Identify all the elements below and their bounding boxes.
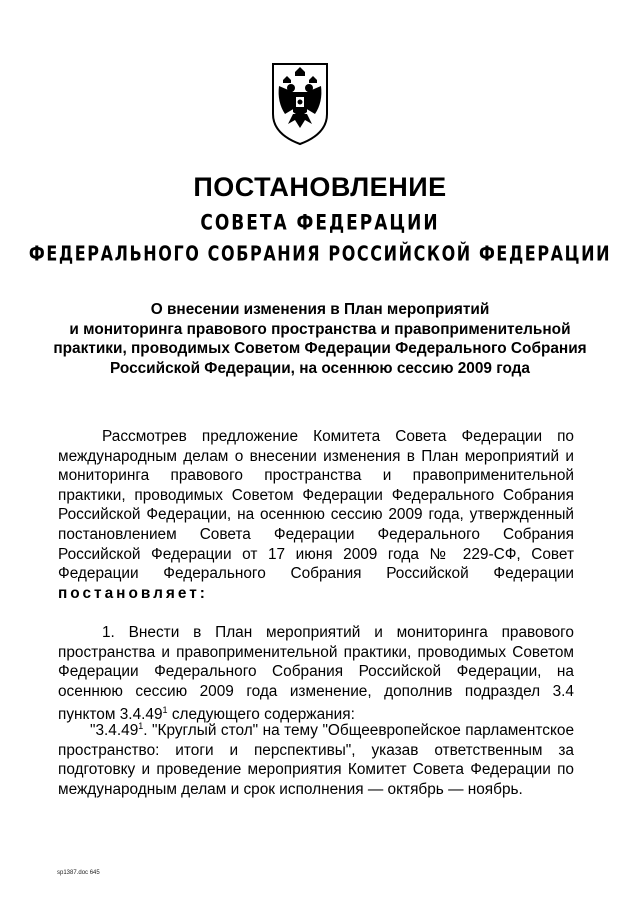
quote-number: "3.4.49 bbox=[90, 722, 139, 740]
item-1-text-end: следующего содержания: bbox=[167, 706, 355, 724]
resolves-word: постановляет: bbox=[58, 584, 208, 602]
document-footer-code: sp1387.doc 645 bbox=[57, 870, 100, 876]
quote-text: . "Круглый стол" на тему "Общеевропейское парламентское пространство: итоги и перспективы", указав ответственным за подготовку и проведение мероприятия Комитет Совета Федерации по международным делам и срок исполнения — октябрь — ноябрь. bbox=[58, 722, 574, 798]
subject-line: Российской Федерации, на осеннюю сессию 2009 года bbox=[109, 359, 530, 377]
subject-line: и мониторинга правового пространства и правоприменительной bbox=[69, 320, 571, 338]
subject-line: практики, проводимых Советом Федерации Федерального Собрания bbox=[53, 340, 587, 357]
quoted-item-paragraph bbox=[58, 717, 574, 800]
subject-line: О внесении изменения в План мероприятий bbox=[150, 301, 490, 318]
item-1-superscript: 1 bbox=[162, 705, 168, 716]
issuing-body-line1: СОВЕТА ФЕДЕРАЦИИ bbox=[200, 210, 440, 236]
resolution-subject bbox=[40, 300, 600, 378]
quote-superscript: 1 bbox=[138, 721, 144, 731]
issuing-body-line2: ФЕДЕРАЛЬНОГО СОБРАНИЯ РОССИЙСКОЙ ФЕДЕРАЦИИ bbox=[28, 241, 612, 266]
coat-of-arms-emblem bbox=[271, 62, 329, 146]
russian-coat-of-arms-icon bbox=[271, 62, 329, 146]
preamble-paragraph bbox=[58, 427, 574, 603]
document-title: ПОСТАНОВЛЕНИЕ bbox=[193, 172, 447, 202]
preamble-text: Рассмотрев предложение Комитета Совета Федерации по международным делам о внесении изменения в План мероприятий и мониторинга правового пространства и правоприменительной практики, проводимых Советом Федерации Федерального Собрания Российской Федерации, на осеннюю сессию 2009 года, утвержденный постановлением Совета Федерации Федерального Собрания Российской Федерации от 17 июня 2009 года № 229-СФ, Совет Федерации Федерального Собрания Российской Федерации bbox=[58, 428, 574, 583]
item-1-paragraph bbox=[58, 623, 574, 725]
item-1-text: 1. Внести в План мероприятий и мониторинга правового пространства и правоприменительной практики, проводимых Советом Федерации Федерального Собрания Российской Федерации, на осеннюю сессию 2009 года изменение, дополнив подраздел 3.4 пунктом 3.4.49 bbox=[58, 624, 574, 724]
